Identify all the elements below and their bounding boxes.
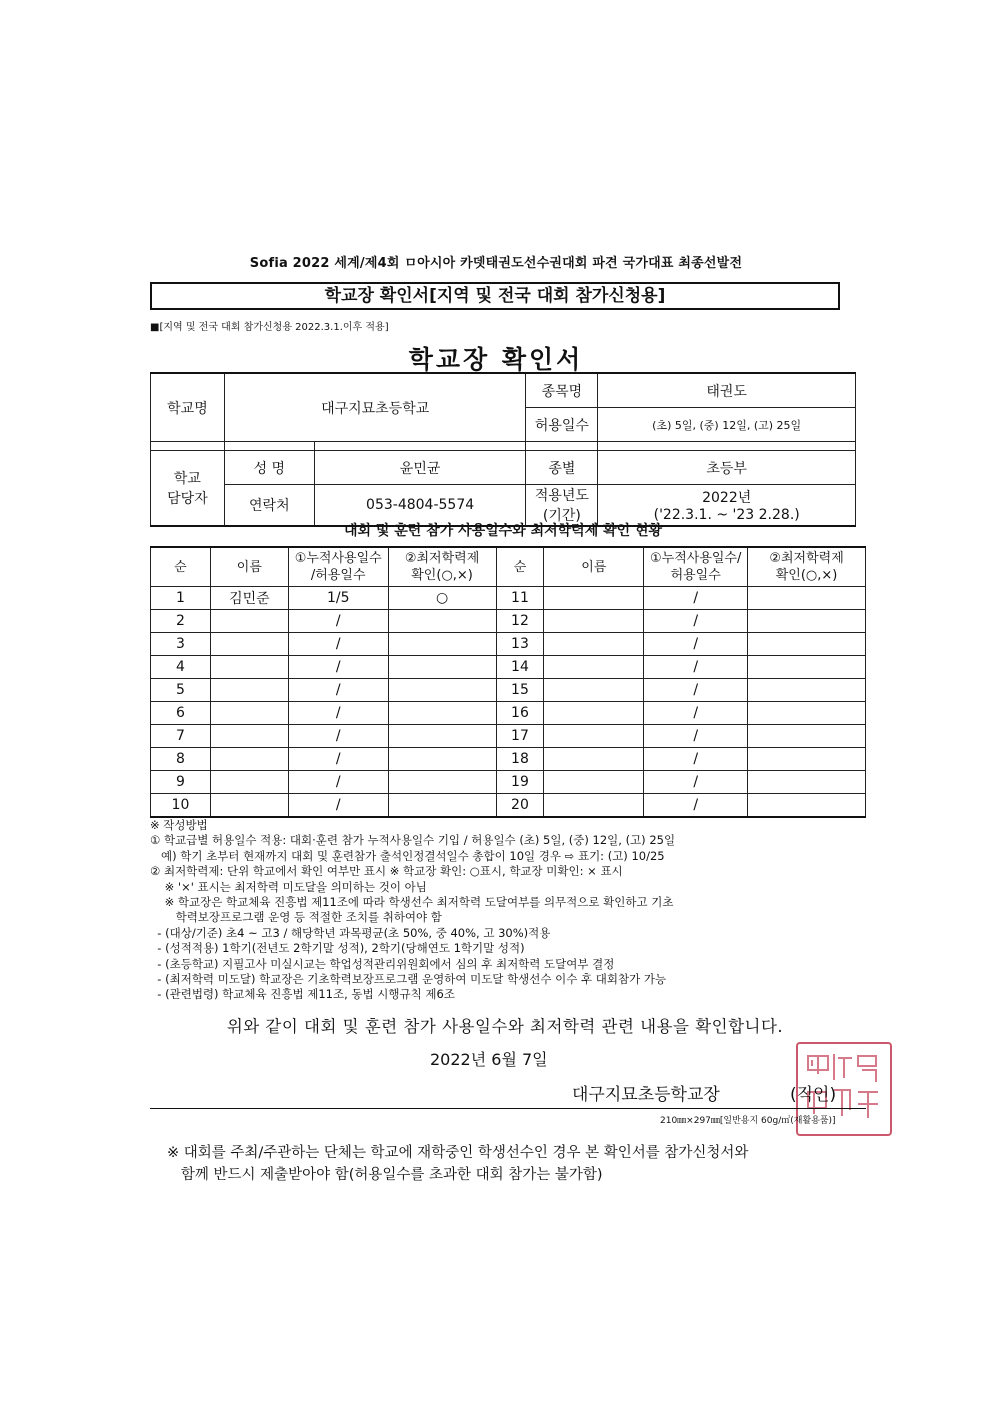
- name-value: 윤민균: [314, 451, 526, 485]
- cell-days: /: [288, 794, 388, 818]
- header-days-line2: /허용일수: [310, 568, 366, 583]
- instruction-line: ※ '×' 표시는 최저학력 미도달을 의미하는 것이 아님: [150, 879, 427, 894]
- year-label-line2: (기간): [542, 508, 581, 524]
- cell-name: [210, 610, 288, 633]
- cell-check: [388, 748, 496, 771]
- signer-name: 대구지묘초등학교장: [572, 1085, 720, 1105]
- cell-days: /: [288, 610, 388, 633]
- cell-check-r: [748, 702, 866, 725]
- year-label-line1: 적용년도: [534, 488, 589, 504]
- cell-check: [388, 610, 496, 633]
- instruction-line: ※ 학교장은 학교체육 진흥법 제11조에 따라 학생선수 최저학력 도달여부를 의무적으로 확인하고 기초: [150, 895, 674, 910]
- cell-no: 9: [151, 771, 211, 794]
- cell-name-r: [544, 794, 644, 818]
- cell-days-r: /: [644, 610, 748, 633]
- cell-check: [388, 794, 496, 818]
- applied-note: ■[지역 및 전국 대회 참가신청용 2022.3.1.이후 적용]: [150, 322, 389, 333]
- cell-days: /: [288, 702, 388, 725]
- table-row: [151, 702, 866, 725]
- cell-check: ○: [388, 587, 496, 610]
- form-boxed-title: 학교장 확인서[지역 및 전국 대회 참가신청용]: [150, 282, 840, 310]
- status-heading: 대회 및 훈련 참가 사용일수와 최저학력제 확인 현황: [343, 523, 663, 539]
- year-value-line1: 2022년: [702, 490, 752, 506]
- header-days-right: [644, 547, 748, 587]
- cell-name-r: [544, 633, 644, 656]
- footer-line1: ※ 대회를 주최/주관하는 단체는 학교에 재학중인 학생선수인 경우 본 확인서를 참가신청서와: [167, 1145, 749, 1161]
- table-row: [151, 771, 866, 794]
- cell-check-r: [748, 748, 866, 771]
- cell-check: [388, 633, 496, 656]
- cell-name-r: [544, 656, 644, 679]
- allowed-days-value: (초) 5일, (중) 12일, (고) 25일: [598, 408, 856, 442]
- cell-no: 5: [151, 679, 211, 702]
- cell-days-r: /: [644, 748, 748, 771]
- cell-days: /: [288, 679, 388, 702]
- cell-no-r: 14: [496, 656, 544, 679]
- cell-no: 3: [151, 633, 211, 656]
- cell-no-r: 18: [496, 748, 544, 771]
- table-header-row: [151, 547, 866, 587]
- instruction-line: - (대상/기준) 초4 ~ 고3 / 해당학년 과목평균(초 50%, 중 40%, 고 30%)적용: [150, 925, 551, 940]
- header-check-line1: ②최저학력제: [404, 551, 480, 566]
- header-check-line2: 확인(○,×): [411, 568, 473, 583]
- type-label: 종별: [526, 451, 598, 485]
- name-label: 성 명: [224, 451, 314, 485]
- cell-name: [210, 794, 288, 818]
- page-title: 학교장 확인서: [408, 345, 584, 374]
- cell-days: /: [288, 633, 388, 656]
- athlete-status-table: [150, 546, 866, 818]
- table-row: [151, 794, 866, 818]
- cell-days: /: [288, 771, 388, 794]
- cell-name-r: [544, 748, 644, 771]
- cell-no: 6: [151, 702, 211, 725]
- table-row: [151, 633, 866, 656]
- cell-days-r: /: [644, 771, 748, 794]
- phone-label: 연락처: [224, 485, 314, 527]
- contact-label-line1: 학교: [173, 471, 201, 487]
- cell-days: /: [288, 748, 388, 771]
- cell-no: 8: [151, 748, 211, 771]
- header-no: 순: [151, 547, 211, 587]
- instruction-line: ② 최저학력제: 단위 학교에서 확인 여부만 표시 ※ 학교장 확인: ○표시, 학교장 미확인: × 표시: [150, 864, 623, 879]
- cell-no: 7: [151, 725, 211, 748]
- writing-instructions: [150, 818, 880, 1003]
- cell-no-r: 13: [496, 633, 544, 656]
- competition-title: Sofia 2022 세계/제4회 ㅁ아시아 카뎃태권도선수권대회 파견 국가대표 최종선발전: [249, 256, 743, 271]
- cell-check: [388, 725, 496, 748]
- cell-name-r: [544, 771, 644, 794]
- table-row: [151, 748, 866, 771]
- header-check-right-line1: ②최저학력제: [769, 551, 844, 566]
- cell-name: [210, 771, 288, 794]
- header-days: [288, 547, 388, 587]
- cell-name-r: [544, 702, 644, 725]
- cell-name-r: [544, 679, 644, 702]
- header-check-right: [748, 547, 866, 587]
- cell-check-r: [748, 679, 866, 702]
- cell-check-r: [748, 633, 866, 656]
- cell-no-r: 20: [496, 794, 544, 818]
- cell-check-r: [748, 725, 866, 748]
- contact-label-line2: 담당자: [167, 491, 208, 507]
- instruction-line: ※ 작성방법: [150, 818, 208, 832]
- cell-name: [210, 748, 288, 771]
- table-row: [151, 679, 866, 702]
- footer-line2: 함께 반드시 제출받아야 함(허용일수를 초과한 대회 참가는 불가함): [167, 1167, 603, 1183]
- cell-days: 1/5: [288, 587, 388, 610]
- cell-name: [210, 725, 288, 748]
- paper-spec: 210㎜×297㎜[일반용지 60g/㎡(재활용품)]: [660, 1116, 836, 1126]
- event-label: 종목명: [526, 373, 598, 408]
- cell-no-r: 19: [496, 771, 544, 794]
- cell-check-r: [748, 610, 866, 633]
- cell-days-r: /: [644, 633, 748, 656]
- issue-date: 2022년 6월 7일: [430, 1050, 548, 1069]
- instruction-line: 학력보장프로그램 운영 등 적절한 조치를 취하여야 함: [150, 910, 442, 925]
- cell-check: [388, 702, 496, 725]
- header-days-right-line2: 허용일수: [670, 568, 721, 583]
- instruction-line: - (성적적용) 1학기(전년도 2학기말 성적), 2학기(당해연도 1학기말 성적): [150, 941, 525, 956]
- year-value-line2: ('22.3.1. ~ '23 2.28.): [653, 507, 800, 523]
- cell-no: 4: [151, 656, 211, 679]
- cell-name: [210, 702, 288, 725]
- table-row: [151, 725, 866, 748]
- school-info-table: [150, 372, 856, 527]
- event-value: 태권도: [598, 373, 856, 408]
- cell-name: [210, 679, 288, 702]
- phone-value: 053-4804-5574: [314, 485, 526, 527]
- instruction-line: ① 학교급별 허용일수 적용: 대회·훈련 참가 누적사용일수 기입 / 허용일수 (초) 5일, (중) 12일, (고) 25일: [150, 833, 676, 848]
- cell-name-r: [544, 725, 644, 748]
- cell-name: [210, 656, 288, 679]
- type-value: 초등부: [598, 451, 856, 485]
- cell-days: /: [288, 656, 388, 679]
- header-no-right: 순: [496, 547, 544, 587]
- cell-check-r: [748, 587, 866, 610]
- seal-label: (직인): [790, 1085, 837, 1105]
- allowed-days-label: 허용일수: [526, 408, 598, 442]
- cell-check: [388, 771, 496, 794]
- cell-check-r: [748, 794, 866, 818]
- table-row: [151, 656, 866, 679]
- cell-no: 2: [151, 610, 211, 633]
- cell-no-r: 15: [496, 679, 544, 702]
- cell-name-r: [544, 587, 644, 610]
- cell-no-r: 17: [496, 725, 544, 748]
- table-row: [151, 587, 866, 610]
- school-name-label: 학교명: [151, 373, 225, 442]
- cell-days: /: [288, 725, 388, 748]
- header-name-right: 이름: [544, 547, 644, 587]
- header-name: 이름: [210, 547, 288, 587]
- table-body: [151, 587, 866, 818]
- divider: [150, 1108, 866, 1109]
- cell-no: 10: [151, 794, 211, 818]
- cell-days-r: /: [644, 702, 748, 725]
- instruction-line: - (초등학교) 지필고사 미실시교는 학업성적관리위원회에서 심의 후 최저학력 도달여부 결정: [150, 956, 615, 971]
- cell-no: 1: [151, 587, 211, 610]
- cell-check-r: [748, 656, 866, 679]
- header-days-right-line1: ①누적사용일수/: [649, 551, 742, 566]
- instruction-line: - (관련법령) 학교체육 진흥법 제11조, 동법 시행규칙 제6조: [150, 987, 455, 1002]
- cell-name: 김민준: [210, 587, 288, 610]
- instruction-line: - (최저학력 미도달) 학교장은 기초학력보장프로그램 운영하여 미도달 학생선수 이수 후 대회참가 가능: [150, 972, 667, 987]
- cell-no-r: 11: [496, 587, 544, 610]
- instruction-line: 예) 학기 초부터 현재까지 대회 및 훈련참가 출석인정결석일수 총합이 10일 경우 ⇨ 표기: (고) 10/25: [150, 848, 665, 863]
- header-check-right-line2: 확인(○,×): [775, 568, 838, 583]
- header-days-line1: ①누적사용일수: [294, 551, 382, 566]
- cell-days-r: /: [644, 656, 748, 679]
- cell-check: [388, 679, 496, 702]
- cell-days-r: /: [644, 725, 748, 748]
- contact-label: [151, 451, 225, 527]
- cell-name-r: [544, 610, 644, 633]
- header-check: [388, 547, 496, 587]
- cell-name: [210, 633, 288, 656]
- cell-check: [388, 656, 496, 679]
- cell-days-r: /: [644, 794, 748, 818]
- table-row: [151, 610, 866, 633]
- cell-check-r: [748, 771, 866, 794]
- confirmation-statement: 위와 같이 대회 및 훈련 참가 사용일수와 최저학력 관련 내용을 확인합니다.: [226, 1017, 784, 1036]
- cell-no-r: 16: [496, 702, 544, 725]
- footer-note: [167, 1142, 748, 1186]
- school-name-value: 대구지묘초등학교: [224, 373, 526, 442]
- cell-no-r: 12: [496, 610, 544, 633]
- cell-days-r: /: [644, 679, 748, 702]
- cell-days-r: /: [644, 587, 748, 610]
